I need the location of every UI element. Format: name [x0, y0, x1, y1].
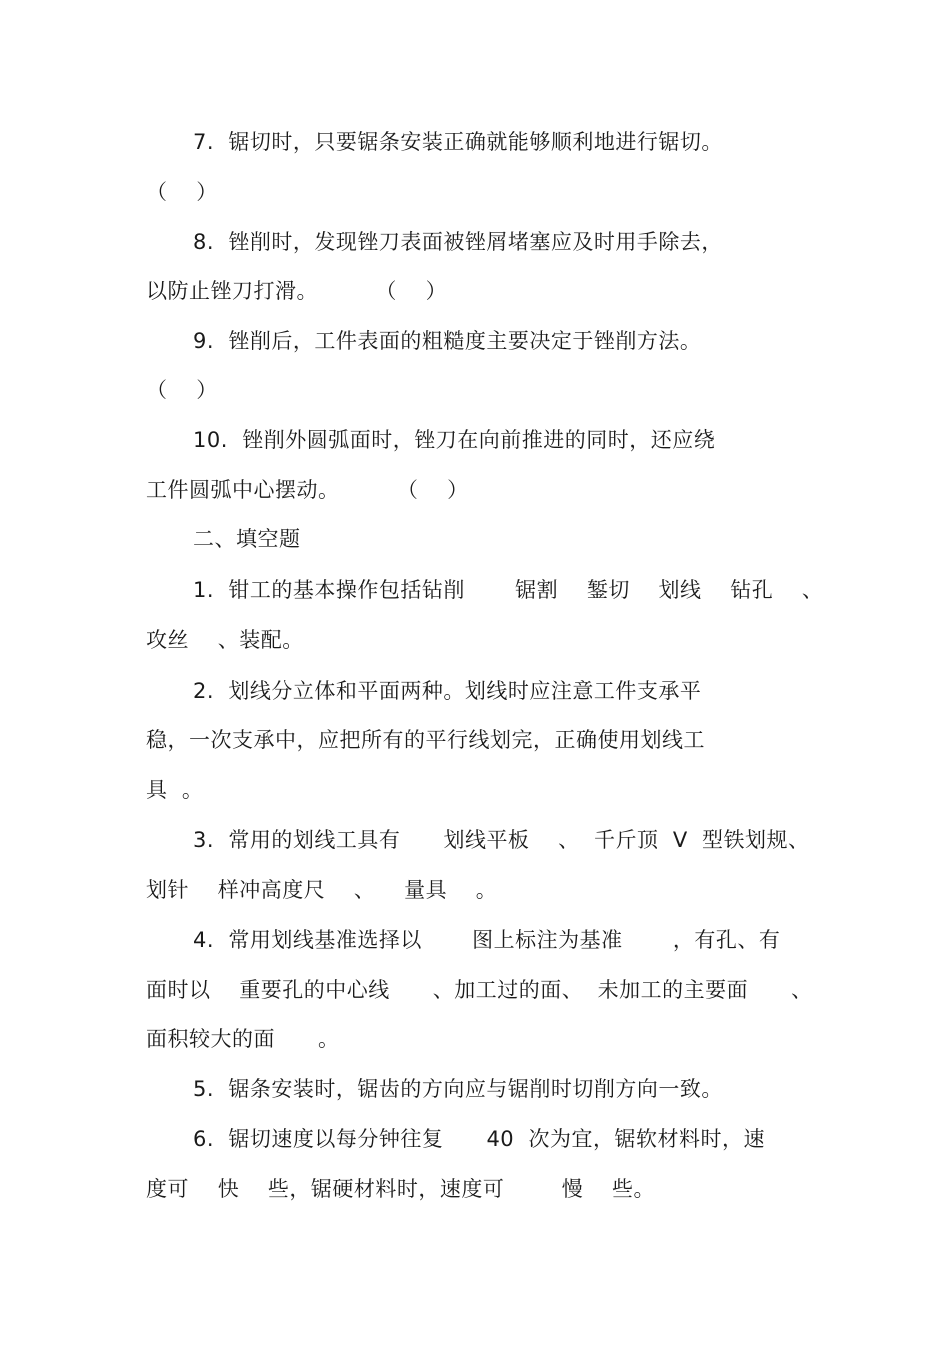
fill-4-line-3: 面积较大的面 。: [146, 1027, 340, 1051]
fill-2-line-1: 2. 划线分立体和平面两种。划线时应注意工件支承平: [193, 679, 702, 703]
question-7-line-1: 7. 锯切时，只要锯条安装正确就能够顺利地进行锯切。: [193, 130, 723, 154]
fill-3-line-1: 3. 常用的划线工具有 划线平板 、 千斤顶 V 型铁划规、: [193, 828, 810, 852]
question-8-line-1: 8. 锉削时，发现锉刀表面被锉屑堵塞应及时用手除去，: [193, 230, 723, 254]
fill-3-line-2: 划针 样冲高度尺 、 量具 。: [146, 878, 498, 902]
question-8-line-2: 以防止锉刀打滑。 （ ）: [146, 279, 448, 303]
fill-1-line-1: 1. 钳工的基本操作包括钻削 锯割 錾切 划线 钻孔 、: [193, 578, 824, 602]
section-heading-fill-in-blank: 二、填空题: [193, 527, 301, 551]
fill-4-line-1: 4. 常用划线基准选择以 图上标注为基准 ，有孔、有: [193, 928, 781, 952]
fill-1-line-2: 攻丝 、装配。: [146, 628, 304, 652]
fill-2-line-2: 稳，一次支承中，应把所有的平行线划完，正确使用划线工: [146, 728, 705, 752]
fill-4-line-2: 面时以 重要孔的中心线 、加工过的面、 未加工的主要面 、: [146, 978, 813, 1002]
question-10-line-2: 工件圆弧中心摆动。 （ ）: [146, 478, 469, 502]
fill-2-line-3: 具 。: [146, 778, 204, 802]
fill-5-line-1: 5. 锯条安装时，锯齿的方向应与锯削时切削方向一致。: [193, 1077, 723, 1101]
question-9-line-1: 9. 锉削后，工件表面的粗糙度主要决定于锉削方法。: [193, 329, 702, 353]
question-9-answer-blank: （ ）: [146, 378, 218, 402]
fill-6-line-2: 度可 快 些，锯硬材料时，速度可 慢 些。: [146, 1177, 656, 1201]
question-10-line-1: 10. 锉削外圆弧面时，锉刀在向前推进的同时，还应绕: [193, 428, 716, 452]
fill-6-line-1: 6. 锯切速度以每分钟往复 40 次为宜，锯软材料时，速: [193, 1127, 766, 1151]
question-7-answer-blank: （ ）: [146, 180, 218, 204]
